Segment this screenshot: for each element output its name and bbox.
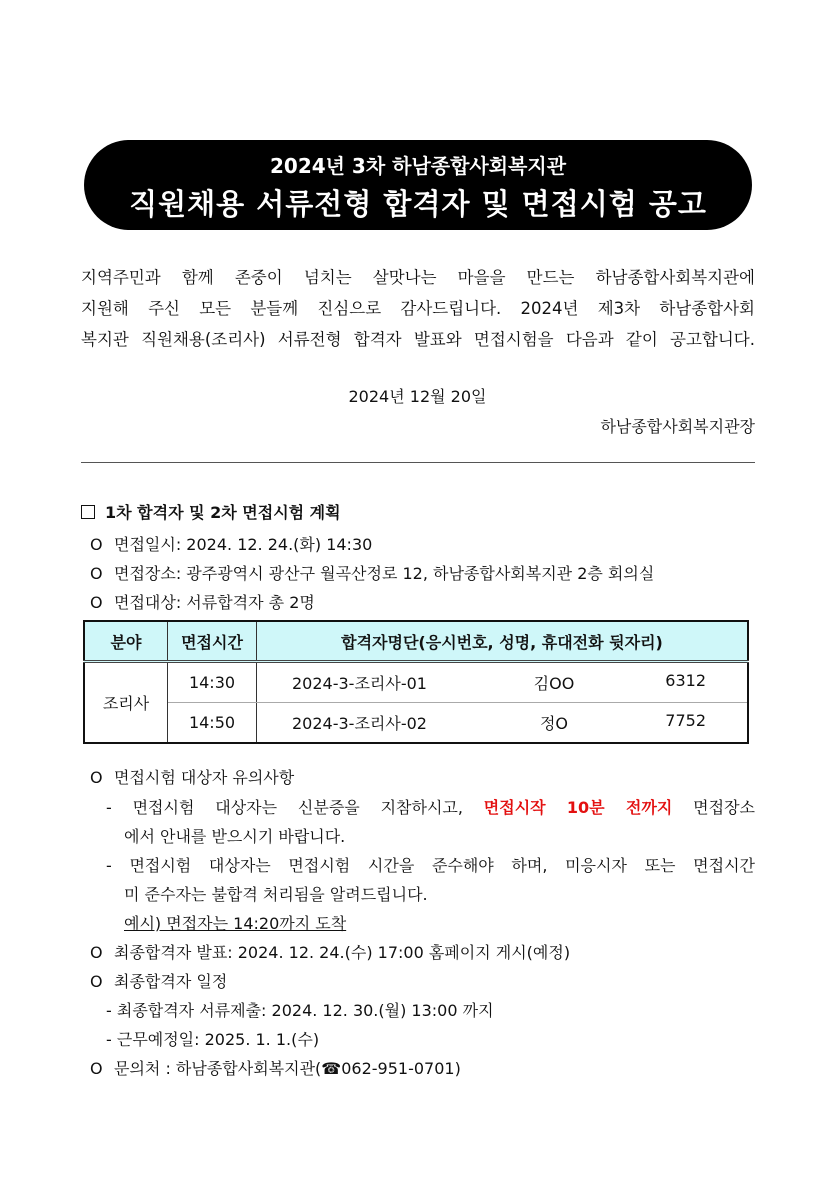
table-row xyxy=(84,703,748,744)
note-2-cont: 미 준수자는 불합격 처리됨을 알려드립니다. xyxy=(124,885,428,904)
applicant-number: 2024-3-조리사-02 xyxy=(292,714,427,733)
contact-text-a: 문의처 : 하남종합사회복지관( xyxy=(114,1059,322,1078)
field-cell: 조리사 xyxy=(84,662,168,744)
final-schedule-title xyxy=(90,969,227,992)
applicant-name: 김OO xyxy=(533,674,575,693)
final-schedule-title-text: 최종합격자 일정 xyxy=(114,972,228,991)
checkbox-square-icon xyxy=(81,505,95,519)
title-banner xyxy=(84,140,752,230)
intro-line-1: 지역주민과 함께 존중이 넘치는 살맛나는 마을을 만드는 하남종합사회복지관에 xyxy=(81,268,755,287)
title-line-2: 직원채용 서류전형 합격자 및 면접시험 공고 xyxy=(129,187,707,221)
list-cell xyxy=(257,703,749,744)
notes-title-text: 면접시험 대상자 유의사항 xyxy=(114,768,295,787)
bullet: O xyxy=(90,972,103,991)
note-1-text-b: 면접장소 xyxy=(672,798,755,817)
applicant-name: 정O xyxy=(539,714,569,733)
phone-icon: ☎ xyxy=(321,1059,342,1078)
note-1-text-a: - 면접시험 대상자는 신분증을 지참하시고, xyxy=(106,798,484,817)
section-title-text: 1차 합격자 및 2차 면접시험 계획 xyxy=(105,503,341,522)
notes-title xyxy=(90,765,294,788)
item-interview-datetime xyxy=(90,532,372,555)
header-list: 합격자명단(응시번호, 성명, 휴대전화 뒷자리) xyxy=(257,621,749,662)
bullet: O xyxy=(90,593,103,612)
note-1-cont: 에서 안내를 받으시기 바랍니다. xyxy=(124,827,346,846)
bullet: O xyxy=(90,1059,103,1078)
signature: 하남종합사회복지관장 xyxy=(600,417,755,436)
applicant-number: 2024-3-조리사-01 xyxy=(292,674,427,693)
bullet: O xyxy=(90,943,103,962)
note-1 xyxy=(106,795,755,818)
item-interview-location xyxy=(90,561,654,584)
final-schedule-start: - 근무예정일: 2025. 1. 1.(수) xyxy=(106,1030,320,1049)
bullet: O xyxy=(90,535,103,554)
table-header-row xyxy=(84,621,748,662)
item-text: 면접일시: 2024. 12. 24.(화) 14:30 xyxy=(114,535,373,554)
item-text: 면접장소: 광주광역시 광산구 월곡산정로 12, 하남종합사회복지관 2층 회의실 xyxy=(114,564,655,583)
contact xyxy=(90,1056,461,1079)
contact-phone: 062-951-0701) xyxy=(341,1059,461,1078)
note-1-highlight: 면접시작 10분 전까지 xyxy=(483,798,673,817)
table-row xyxy=(84,662,748,703)
intro-line-3: 복지관 직원채용(조리사) 서류전형 합격자 발표와 면접시험을 다음과 같이 공고합니다. xyxy=(81,330,755,349)
final-announce xyxy=(90,940,570,963)
intro-line-2: 지원해 주신 모든 분들께 진심으로 감사드립니다. 2024년 제3차 하남종합사회 xyxy=(81,299,755,318)
header-field: 분야 xyxy=(84,621,168,662)
bullet: O xyxy=(90,564,103,583)
final-schedule-docs: - 최종합격자 서류제출: 2024. 12. 30.(월) 13:00 까지 xyxy=(106,1001,494,1020)
schedule-table xyxy=(83,620,749,744)
item-interview-target xyxy=(90,590,315,613)
item-text: 면접대상: 서류합격자 총 2명 xyxy=(114,593,315,612)
note-2: - 면접시험 대상자는 면접시험 시간을 준수해야 하며, 미응시자 또는 면접시간 xyxy=(106,856,755,875)
list-cell xyxy=(257,662,749,703)
title-line-1: 2024년 3차 하남종합사회복지관 xyxy=(269,154,567,178)
applicant-phone: 6312 xyxy=(665,671,706,690)
applicant-phone: 7752 xyxy=(665,711,706,730)
notice-date: 2024년 12월 20일 xyxy=(348,387,487,406)
final-announce-text: 최종합격자 발표: 2024. 12. 24.(수) 17:00 홈페이지 게시(예정) xyxy=(114,943,571,962)
section-title xyxy=(81,500,341,523)
intro-paragraph xyxy=(81,262,755,355)
time-cell: 14:50 xyxy=(168,703,257,744)
bullet: O xyxy=(90,768,103,787)
divider xyxy=(81,462,755,463)
time-cell: 14:30 xyxy=(168,662,257,703)
header-time: 면접시간 xyxy=(168,621,257,662)
note-2-example: 예시) 면접자는 14:20까지 도착 xyxy=(124,914,347,933)
